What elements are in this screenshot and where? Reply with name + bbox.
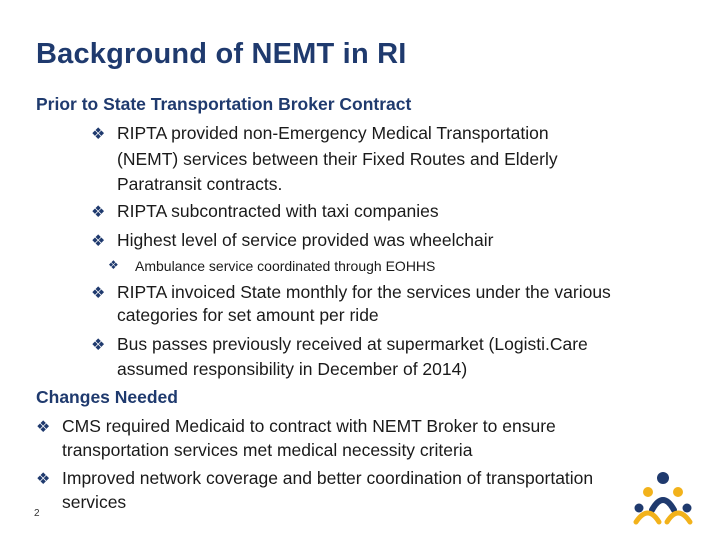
bullet-text: RIPTA invoiced State monthly for the services under the various <box>117 282 611 302</box>
diamond-bullet-icon: ❖ <box>91 204 106 221</box>
bullet-text: Bus passes previously received at supermarket (Logisti.Care <box>117 334 588 354</box>
diamond-bullet-icon: ❖ <box>91 285 106 302</box>
sub-bullet-text: Ambulance service coordinated through EOHHS <box>135 258 436 274</box>
bullet-text: RIPTA provided non-Emergency Medical Transportation <box>117 123 549 143</box>
diamond-bullet-icon: ❖ <box>91 126 106 143</box>
section-heading-changes: Changes Needed <box>36 387 178 407</box>
diamond-bullet-icon: ❖ <box>91 337 106 354</box>
slide-title: Background of NEMT in RI <box>36 38 407 70</box>
bullet-text-cont: assumed responsibility in December of 2014) <box>117 359 468 379</box>
diamond-bullet-icon: ❖ <box>91 233 106 250</box>
bullet-text: CMS required Medicaid to contract with NEMT Broker to ensure <box>62 416 556 436</box>
bullet-text: Highest level of service provided was wheelchair <box>117 230 494 250</box>
section-heading-prior: Prior to State Transportation Broker Contract <box>36 94 412 114</box>
diamond-bullet-icon: ❖ <box>108 258 119 272</box>
diamond-bullet-icon: ❖ <box>36 419 51 436</box>
bullet-text-cont: transportation services met medical necessity criteria <box>62 440 473 460</box>
bullet-text-cont: (NEMT) services between their Fixed Routes and Elderly <box>117 149 558 169</box>
bullet-text: Improved network coverage and better coordination of transportation <box>62 468 594 488</box>
bullet-text-cont: Paratransit contracts. <box>117 174 283 194</box>
page-number: 2 <box>34 508 40 519</box>
diamond-bullet-icon: ❖ <box>36 471 51 488</box>
people-logo-icon <box>632 470 694 528</box>
bullet-text-cont: categories for set amount per ride <box>117 305 379 325</box>
bullet-text: RIPTA subcontracted with taxi companies <box>117 201 439 221</box>
bullet-text-cont: services <box>62 492 127 512</box>
